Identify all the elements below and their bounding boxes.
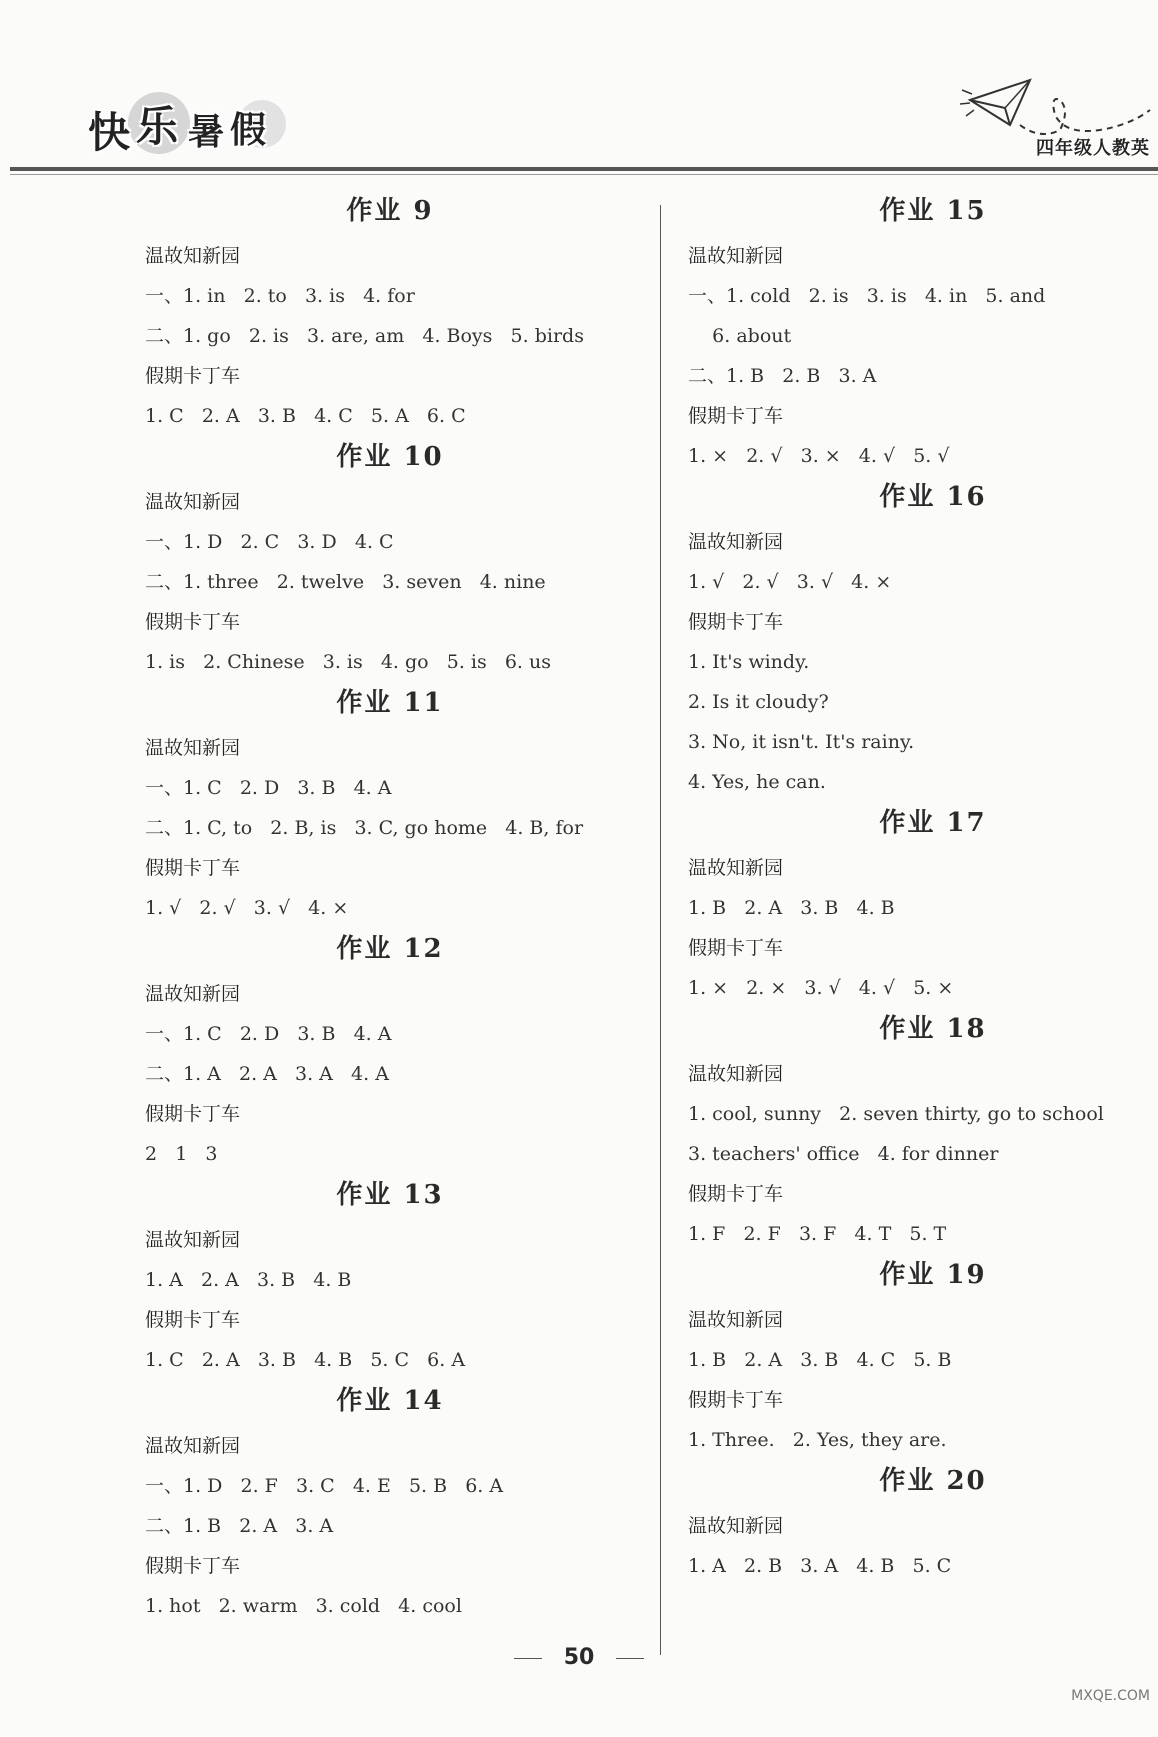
homework-title-label: 作业 [336, 1180, 393, 1210]
homework-number: 17 [946, 808, 987, 838]
grade-label: 四年级人教英 [1036, 138, 1150, 159]
footer-rule [514, 1658, 542, 1659]
logo-char: 假 [230, 110, 267, 151]
section-heading: 假期卡丁车 [145, 611, 241, 633]
homework-title-label: 作业 [879, 482, 936, 512]
section-heading: 温故知新园 [145, 491, 241, 513]
homework-title [145, 190, 635, 232]
logo-char: 乐 [136, 102, 179, 151]
section-heading: 假期卡丁车 [145, 365, 241, 387]
answer-line: 2. Is it cloudy? [688, 691, 829, 713]
section-heading: 温故知新园 [688, 857, 784, 879]
section-heading: 温故知新园 [688, 531, 784, 553]
homework-title [145, 1380, 635, 1422]
answer-line: 1. It's windy. [688, 651, 810, 673]
answer-line: 二、1. B 2. A 3. A [145, 1515, 334, 1537]
section-heading: 温故知新园 [688, 1515, 784, 1537]
homework-title-label: 作业 [336, 688, 393, 718]
homework-title [688, 1460, 1158, 1502]
answer-line: 二、1. go 2. is 3. are, am 4. Boys 5. birds [145, 325, 584, 347]
column-divider [660, 205, 661, 1655]
answer-line: 1. F 2. F 3. F 4. T 5. T [688, 1223, 947, 1245]
answer-line: 二、1. three 2. twelve 3. seven 4. nine [145, 571, 546, 593]
answer-line: 一、1. C 2. D 3. B 4. A [145, 777, 392, 799]
watermark: MXQE.COM [1071, 1688, 1150, 1704]
homework-title [688, 190, 1158, 232]
section-heading: 假期卡丁车 [688, 405, 784, 427]
homework-number: 9 [413, 196, 434, 226]
section-heading: 温故知新园 [145, 1229, 241, 1251]
homework-number: 10 [403, 442, 444, 472]
homework-title [145, 1174, 635, 1216]
section-heading: 假期卡丁车 [688, 937, 784, 959]
answer-line: 1. C 2. A 3. B 4. C 5. A 6. C [145, 405, 466, 427]
header-rule [10, 167, 1158, 171]
logo-char: 快 [88, 108, 131, 157]
section-heading: 假期卡丁车 [688, 611, 784, 633]
section-heading: 假期卡丁车 [145, 1555, 241, 1577]
answer-line: 1. √ 2. √ 3. √ 4. × [688, 571, 892, 593]
homework-number: 16 [946, 482, 987, 512]
answer-line: 1. C 2. A 3. B 4. B 5. C 6. A [145, 1349, 466, 1371]
answer-line: 二、1. A 2. A 3. A 4. A [145, 1063, 389, 1085]
answer-line: 4. Yes, he can. [688, 771, 826, 793]
section-heading: 温故知新园 [688, 1309, 784, 1331]
answer-line: 1. × 2. × 3. √ 4. √ 5. × [688, 977, 954, 999]
homework-number: 15 [946, 196, 987, 226]
homework-number: 18 [946, 1014, 987, 1044]
homework-title-label: 作业 [336, 1386, 393, 1416]
section-heading: 温故知新园 [145, 1435, 241, 1457]
section-heading: 温故知新园 [688, 245, 784, 267]
homework-title [688, 476, 1158, 518]
left-column [145, 190, 625, 1626]
answer-line: 1. × 2. √ 3. × 4. √ 5. √ [688, 445, 950, 467]
header-rule-thin [10, 174, 1158, 175]
answer-line: 一、1. D 2. F 3. C 4. E 5. B 6. A [145, 1475, 504, 1497]
page-number: 50 [563, 1645, 595, 1670]
answer-line: 1. hot 2. warm 3. cold 4. cool [145, 1595, 462, 1617]
answer-line: 一、1. C 2. D 3. B 4. A [145, 1023, 392, 1045]
section-heading: 温故知新园 [145, 983, 241, 1005]
homework-title [688, 1008, 1158, 1050]
homework-number: 20 [946, 1466, 987, 1496]
answer-line: 3. teachers' office 4. for dinner [688, 1143, 999, 1165]
homework-number: 11 [403, 688, 444, 718]
homework-title-label: 作业 [346, 196, 403, 226]
homework-title-label: 作业 [879, 1260, 936, 1290]
homework-number: 14 [403, 1386, 444, 1416]
homework-title-label: 作业 [879, 808, 936, 838]
homework-title [688, 1254, 1158, 1296]
answer-line: 1. cool, sunny 2. seven thirty, go to school [688, 1103, 1104, 1125]
answer-line: 2 1 3 [145, 1143, 218, 1165]
answer-line: 1. √ 2. √ 3. √ 4. × [145, 897, 349, 919]
answer-line: 1. A 2. A 3. B 4. B [145, 1269, 352, 1291]
answer-line: 1. B 2. A 3. B 4. C 5. B [688, 1349, 952, 1371]
answer-line: 二、1. B 2. B 3. A [688, 365, 877, 387]
answer-line: 6. about [688, 325, 792, 347]
section-heading: 温故知新园 [688, 1063, 784, 1085]
book-logo [88, 92, 338, 162]
homework-title-label: 作业 [336, 934, 393, 964]
answer-line: 1. A 2. B 3. A 4. B 5. C [688, 1555, 952, 1577]
homework-title-label: 作业 [879, 196, 936, 226]
answer-line: 一、1. in 2. to 3. is 4. for [145, 285, 415, 307]
section-heading: 假期卡丁车 [688, 1389, 784, 1411]
answer-line: 一、1. cold 2. is 3. is 4. in 5. and [688, 285, 1046, 307]
homework-title [145, 436, 635, 478]
homework-title-label: 作业 [336, 442, 393, 472]
answer-line: 1. Three. 2. Yes, they are. [688, 1429, 947, 1451]
answer-line: 一、1. D 2. C 3. D 4. C [145, 531, 394, 553]
homework-number: 12 [403, 934, 444, 964]
homework-number: 19 [946, 1260, 987, 1290]
homework-title-label: 作业 [879, 1466, 936, 1496]
section-heading: 假期卡丁车 [145, 1103, 241, 1125]
answer-line: 二、1. C, to 2. B, is 3. C, go home 4. B, for [145, 817, 584, 839]
section-heading: 假期卡丁车 [145, 1309, 241, 1331]
section-heading: 假期卡丁车 [688, 1183, 784, 1205]
logo-char: 暑 [188, 112, 225, 153]
section-heading: 假期卡丁车 [145, 857, 241, 879]
page-footer [0, 1645, 1158, 1670]
answer-line: 3. No, it isn't. It's rainy. [688, 731, 915, 753]
page-header [0, 0, 1158, 180]
homework-title [145, 928, 635, 970]
section-heading: 温故知新园 [145, 245, 241, 267]
answer-line: 1. B 2. A 3. B 4. B [688, 897, 895, 919]
right-column [688, 190, 1158, 1586]
answer-line: 1. is 2. Chinese 3. is 4. go 5. is 6. us [145, 651, 551, 673]
footer-rule [616, 1658, 644, 1659]
homework-title-label: 作业 [879, 1014, 936, 1044]
section-heading: 温故知新园 [145, 737, 241, 759]
homework-title [688, 802, 1158, 844]
homework-title [145, 682, 635, 724]
homework-number: 13 [403, 1180, 444, 1210]
